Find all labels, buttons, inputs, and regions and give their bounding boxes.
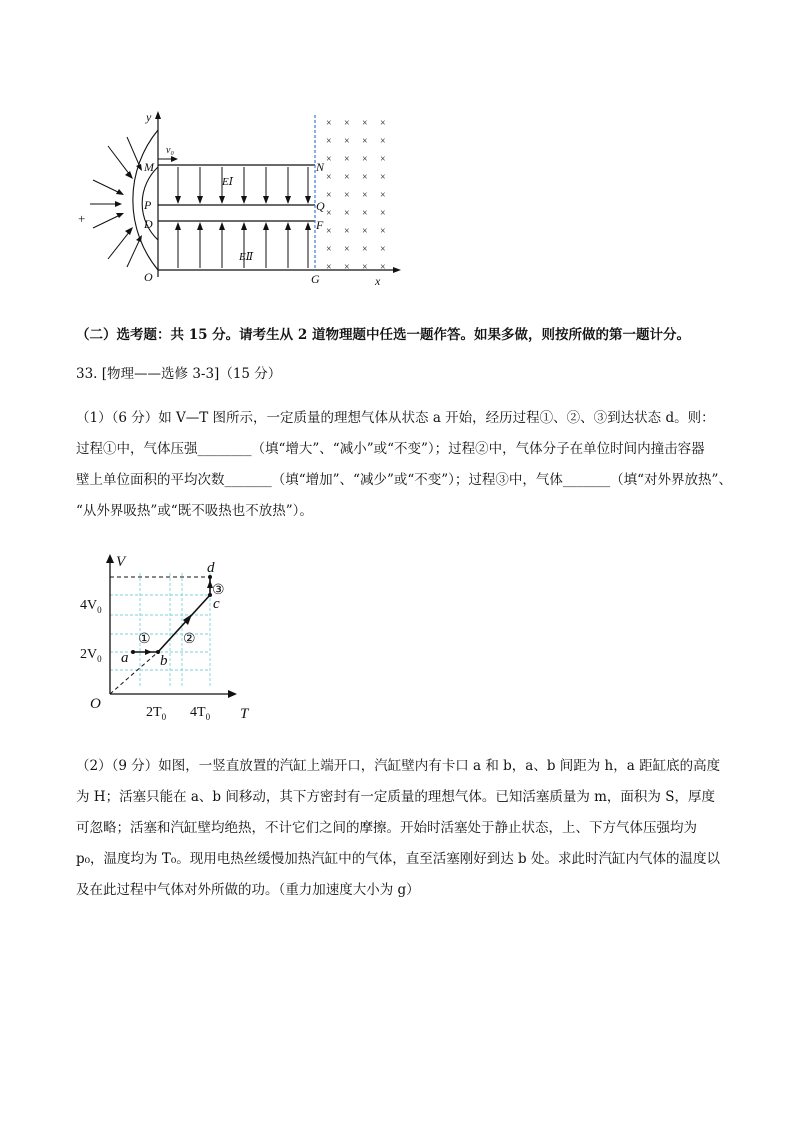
part2-line1: （2）（9 分）如图，一竖直放置的汽缸上端开口，汽缸壁内有卡口 a 和 b，a、b 间距为 h，a 距缸底的高度 <box>76 758 721 774</box>
field-cross: × <box>344 262 350 273</box>
field-cross: × <box>326 172 332 183</box>
field-cross: × <box>380 226 386 237</box>
label-process-3: ③ <box>212 583 225 598</box>
part2-line3: 可忽略；活塞和汽缸壁均绝热，不计它们之间的摩擦。开始时活塞处于静止状态，上、下方气体压强均为 <box>76 820 697 836</box>
field-diagram <box>70 105 410 295</box>
field-cross: × <box>326 244 332 255</box>
label-V: V <box>116 554 126 570</box>
label-N: N <box>316 160 325 174</box>
field-cross: × <box>326 154 332 165</box>
vt-grid <box>110 573 210 688</box>
field-E1-arrowheads <box>175 196 311 204</box>
field-cross: × <box>362 190 368 201</box>
field-cross: × <box>362 244 368 255</box>
label-Q: Q <box>316 199 325 213</box>
field-cross: × <box>344 244 350 255</box>
field-cross: × <box>380 262 386 273</box>
field-diagram-svg <box>70 105 410 295</box>
x-axis-label: x <box>375 274 381 288</box>
x-axis-arrow <box>393 267 401 273</box>
label-T: T <box>240 706 249 722</box>
label-v0: v₀ <box>166 145 174 156</box>
magnetic-field-crosses <box>326 118 386 273</box>
label-M: M <box>144 160 154 174</box>
field-cross: × <box>344 172 350 183</box>
field-E2-arrowheads <box>175 222 311 230</box>
radial-arrowheads <box>115 164 142 242</box>
part1-line4: “从外界吸热”或“既不吸热也不放热”）。 <box>76 503 313 519</box>
field-cross: × <box>344 208 350 219</box>
question-part1 <box>76 403 736 527</box>
field-cross: × <box>344 226 350 237</box>
label-G: G <box>311 272 320 286</box>
field-cross: × <box>380 118 386 129</box>
part2-line4: p₀，温度均为 T₀。现用电热丝缓慢加热汽缸中的气体，直至活塞刚好到达 b 处。求此时汽缸内气体的温度以 <box>76 851 720 867</box>
origin-dashed-line <box>110 652 158 694</box>
tick-2v0: $2V_0$ <box>80 647 102 664</box>
t-axis-arrow <box>228 690 237 698</box>
process-1-arrow <box>145 649 152 655</box>
part1-line3: 壁上单位面积的平均次数_______（填“增加”、“减少”或“不变”）；过程③中，气体_______（填“对外界放热”、 <box>76 472 732 488</box>
tick-2t0: $2T_0$ <box>146 705 167 722</box>
field-cross: × <box>380 154 386 165</box>
field-cross: × <box>362 118 368 129</box>
field-cross: × <box>362 154 368 165</box>
part1-line2: 过程①中，气体压强________（填“增大”、“减小”或“不变”）；过程②中，气体分子在单位时间内撞击容器 <box>76 441 705 457</box>
label-F: F <box>316 218 324 232</box>
field-cross: × <box>362 208 368 219</box>
label-d: d <box>207 560 215 576</box>
field-cross: × <box>326 208 332 219</box>
label-E1: EⅠ <box>222 176 234 188</box>
field-cross: × <box>344 136 350 147</box>
label-E2: EⅡ <box>239 251 254 263</box>
vt-diagram <box>80 548 260 728</box>
field-E1-lines <box>178 167 308 201</box>
field-cross: × <box>326 136 332 147</box>
section-heading: （二）选考题：共 15 分。请考生从 2 道物理题中任选一题作答。如果多做，则按所做的第一题计分。 <box>76 327 690 343</box>
label-process-2: ② <box>183 632 196 647</box>
label-b: b <box>160 653 168 669</box>
plus-sign: + <box>78 211 86 226</box>
field-cross: × <box>326 262 332 273</box>
tick-4v0: $4V_0$ <box>80 598 102 615</box>
field-cross: × <box>380 136 386 147</box>
part1-line1: （1）（6 分）如 V—T 图所示，一定质量的理想气体从状态 a 开始，经历过程①、②、③到达状态 d。则： <box>76 410 715 426</box>
tick-4t0: $4T_0$ <box>190 705 211 722</box>
field-cross: × <box>326 118 332 129</box>
point-a <box>131 650 135 654</box>
label-O: O <box>144 270 153 284</box>
field-cross: × <box>344 118 350 129</box>
part2-line2: 为 H；活塞只能在 a、b 间移动，其下方密封有一定质量的理想气体。已知活塞质量为 m，面积为 S，厚度 <box>76 789 715 805</box>
label-origin: O <box>90 696 101 712</box>
v-axis-arrow <box>106 554 114 563</box>
field-cross: × <box>362 172 368 183</box>
label-D: D <box>144 217 153 231</box>
question-title: 33. [物理——选修 3-3]（15 分） <box>76 366 282 382</box>
field-cross: × <box>362 136 368 147</box>
field-cross: × <box>362 262 368 273</box>
field-cross: × <box>344 154 350 165</box>
label-c: c <box>213 596 220 612</box>
question-part2 <box>76 751 736 906</box>
y-axis-label: y <box>146 110 152 124</box>
field-cross: × <box>380 208 386 219</box>
field-cross: × <box>380 244 386 255</box>
field-cross: × <box>326 226 332 237</box>
vt-diagram-svg <box>80 548 260 728</box>
field-cross: × <box>344 190 350 201</box>
field-cross: × <box>362 226 368 237</box>
label-a: a <box>121 650 129 666</box>
field-cross: × <box>380 190 386 201</box>
y-axis-arrow <box>155 111 161 119</box>
part2-line5: 及在此过程中气体对外所做的功。（重力加速度大小为 g） <box>76 882 420 898</box>
label-process-1: ① <box>138 632 151 647</box>
label-P: P <box>144 198 152 212</box>
field-cross: × <box>326 190 332 201</box>
field-cross: × <box>380 172 386 183</box>
v0-arrowhead <box>171 156 178 162</box>
